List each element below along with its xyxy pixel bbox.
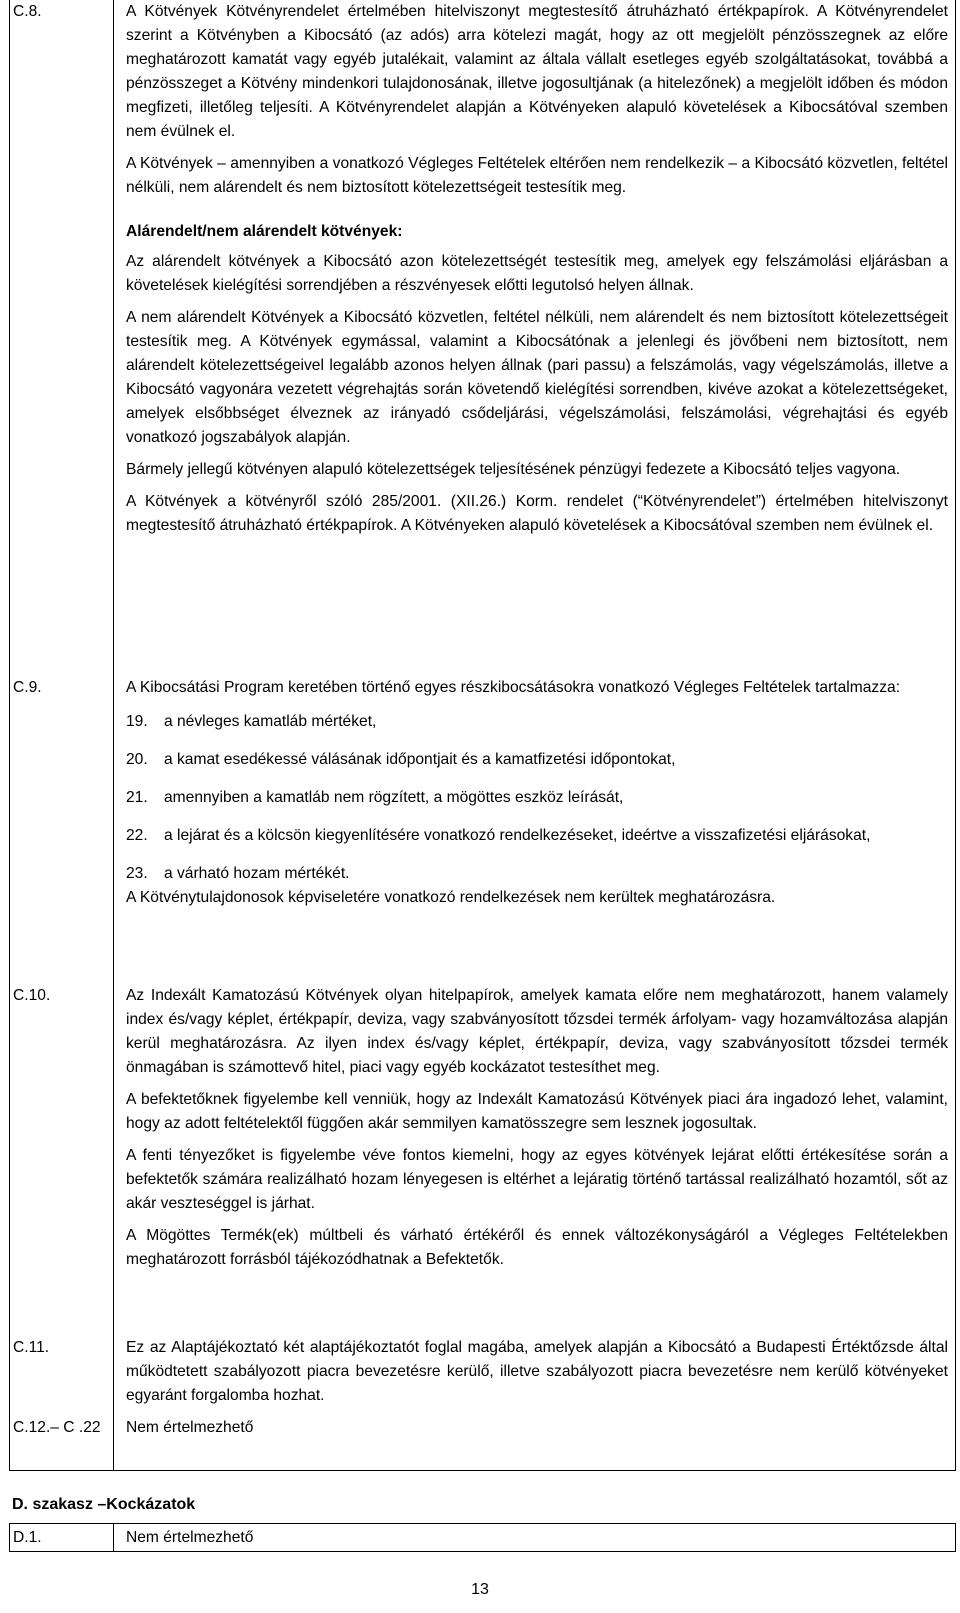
list-item xyxy=(126,786,948,810)
paragraph: A befektetőknek figyelembe kell venniük, hogy az Indexált Kamatozású Kötvények piaci ára ingadozó lehet, valamint, hogy az adott feltételektől függően akár semmilyen kamatösszegre sem lesznek jogosultak. xyxy=(126,1091,948,1132)
list-number: 22. xyxy=(126,827,148,844)
row-content xyxy=(126,1416,948,1440)
column-divider xyxy=(113,0,114,1470)
paragraph: Nem értelmezhető xyxy=(126,1419,254,1436)
section-heading: Alárendelt/nem alárendelt kötvények: xyxy=(126,223,403,240)
paragraph: A nem alárendelt Kötvények a Kibocsátó közvetlen, feltétel nélküli, nem alárendelt és nem biztosított kötelezettségeit testesítik meg. A Kötvények egymással, valamint a Kibocsátónak a jelenlegi és jövőbeni nem biztosított, nem alárendelt kötelezettségeivel legalább azonos helyen állnak (pari passu) a felszámolás, vagy végelszámolás, illetve a Kibocsátó vagyonára vezetett végrehajtás során követendő kielégítési sorrendben, kivéve azokat a kötelezettségeket, amelyek elsőbbséget élveznek az irányadó csődeljárási, végelszámolási, felszámolási, végrehajtási és egyéb vonatkozó jogszabályok alapján. xyxy=(126,309,948,446)
paragraph: Az Indexált Kamatozású Kötvények olyan hitelpapírok, amelyek kamata előre nem meghatározott, hanem valamely index és/vagy képlet, értékpapír, deviza, vagy szabványosított tőzsdei termék árfolyam- vagy hozamváltozása alapján kerül meghatározásra. Az ilyen index és/vagy képlet, értékpapír, deviza, vagy szabványosított tőzsdei termék önmagában is számottevő hitel, piaci vagy egyéb kockázatot testesíthet meg. xyxy=(126,987,948,1076)
paragraph: Az alárendelt kötvények a Kibocsátó azon kötelezettségét testesítik meg, amelyek egy felszámolási eljárásban a követelések kielégítési sorrendjében a részvényesek előtti legutolsó helyen állnak. xyxy=(126,253,948,294)
page-number: 13 xyxy=(471,1581,489,1598)
column-divider xyxy=(113,1524,114,1551)
paragraph: A Kibocsátási Program keretében történő egyes részkibocsátásokra vonatkozó Végleges Feltételek tartalmazza: xyxy=(126,679,901,696)
row-content: Nem értelmezhető xyxy=(126,1529,254,1546)
row-label: C.10. xyxy=(13,987,51,1004)
list-item xyxy=(126,710,948,734)
row-label: C.9. xyxy=(13,679,42,696)
paragraph: A Kötvények a kötvényről szóló 285/2001. (XII.26.) Korm. rendelet (“Kötvényrendelet”) értelmében hitelviszonyt megtestesítő átruházható értékpapírok. A Kötvényeken alapuló követelések a Kibocsátóval szemben nem évülnek el. xyxy=(126,493,948,534)
list-text: amennyiben a kamatláb nem rögzített, a mögöttes eszköz leírását, xyxy=(164,789,624,806)
list-number: 20. xyxy=(126,751,148,768)
row-content xyxy=(126,676,948,910)
paragraph: A fenti tényezőket is figyelembe véve fontos kiemelni, hogy az egyes kötvények lejárat előtti értékesítése során a befektetők számára realizálható hozam lényegesen is eltérhet a lejáratig történő tartással realizálható hozamtól, sőt az akár veszteséggel is járhat. xyxy=(126,1147,948,1212)
row-content xyxy=(126,0,948,538)
row-label: C.11. xyxy=(13,1339,50,1356)
summary-table-d xyxy=(9,1523,956,1552)
list-text: a névleges kamatláb mértéket, xyxy=(164,713,377,730)
list-item xyxy=(126,862,948,886)
row-label: C.12.– C .22 xyxy=(13,1419,101,1436)
paragraph: A Kötvények Kötvényrendelet értelmében hitelviszonyt megtestesítő átruházható értékpapírok. A Kötvényrendelet szerint a Kötvényben a Kibocsátó (az adós) arra kötelezi magát, hogy az ott megjelölt pénzösszegnek az előre meghatározott kamatát vagy egyéb jutalékait, valamint az általa vállalt esetleges egyéb szolgáltatásokat, továbbá a pénzösszeget a Kötvény mindenkori tulajdonosának, illetve jogosultjának (a hitelezőnek) a megjelölt időben és módon megfizeti, illetőleg teljesíti. A Kötvényrendelet alapján a Kötvényeken alapuló követelések a Kibocsátóval szemben nem évülnek el. xyxy=(126,3,948,140)
row-label: D.1. xyxy=(13,1529,42,1546)
list-text: a lejárat és a kölcsön kiegyenlítésére vonatkozó rendelkezéseket, ideértve a visszafizetési eljárásokat, xyxy=(164,827,871,844)
list-text: a várható hozam mértékét. xyxy=(164,865,350,882)
section-d-title: D. szakasz –Kockázatok xyxy=(12,1496,196,1513)
item-list xyxy=(126,710,948,886)
list-number: 19. xyxy=(126,713,148,730)
paragraph: A Mögöttes Termék(ek) múltbeli és várható értékéről és ennek változékonyságáról a Végleges Feltételekben meghatározott forrásból tájékozódhatnak a Befektetők. xyxy=(126,1227,948,1268)
summary-table-c xyxy=(9,0,956,1471)
row-label: C.8. xyxy=(13,3,42,20)
paragraph: Bármely jellegű kötvényen alapuló kötelezettségek teljesítésének pénzügyi fedezete a Kibocsátó teljes vagyona. xyxy=(126,461,901,478)
row-content xyxy=(126,984,948,1272)
list-item xyxy=(126,824,948,848)
list-number: 21. xyxy=(126,789,148,806)
paragraph: A Kötvények – amennyiben a vonatkozó Végleges Feltételek eltérően nem rendelkezik – a Kibocsátó közvetlen, feltétel nélküli, nem alárendelt és nem biztosított kötelezettségeit testesítik meg. xyxy=(126,155,948,196)
paragraph: Ez az Alaptájékoztató két alaptájékoztatót foglal magába, amelyek alapján a Kibocsátó a Budapesti Értéktőzsde által működtetett szabályozott piacra bevezetésre kerülő, illetve szabályozott piacra bevezetésre nem kerülő kötvényeket egyaránt forgalomba hozhat. xyxy=(126,1339,948,1404)
list-text: a kamat esedékessé válásának időpontjait és a kamatfizetési időpontokat, xyxy=(164,751,676,768)
paragraph: A Kötvénytulajdonosok képviseletére vonatkozó rendelkezések nem kerültek meghatározásra. xyxy=(126,889,776,906)
list-item xyxy=(126,748,948,772)
row-content xyxy=(126,1336,948,1408)
list-number: 23. xyxy=(126,865,148,882)
